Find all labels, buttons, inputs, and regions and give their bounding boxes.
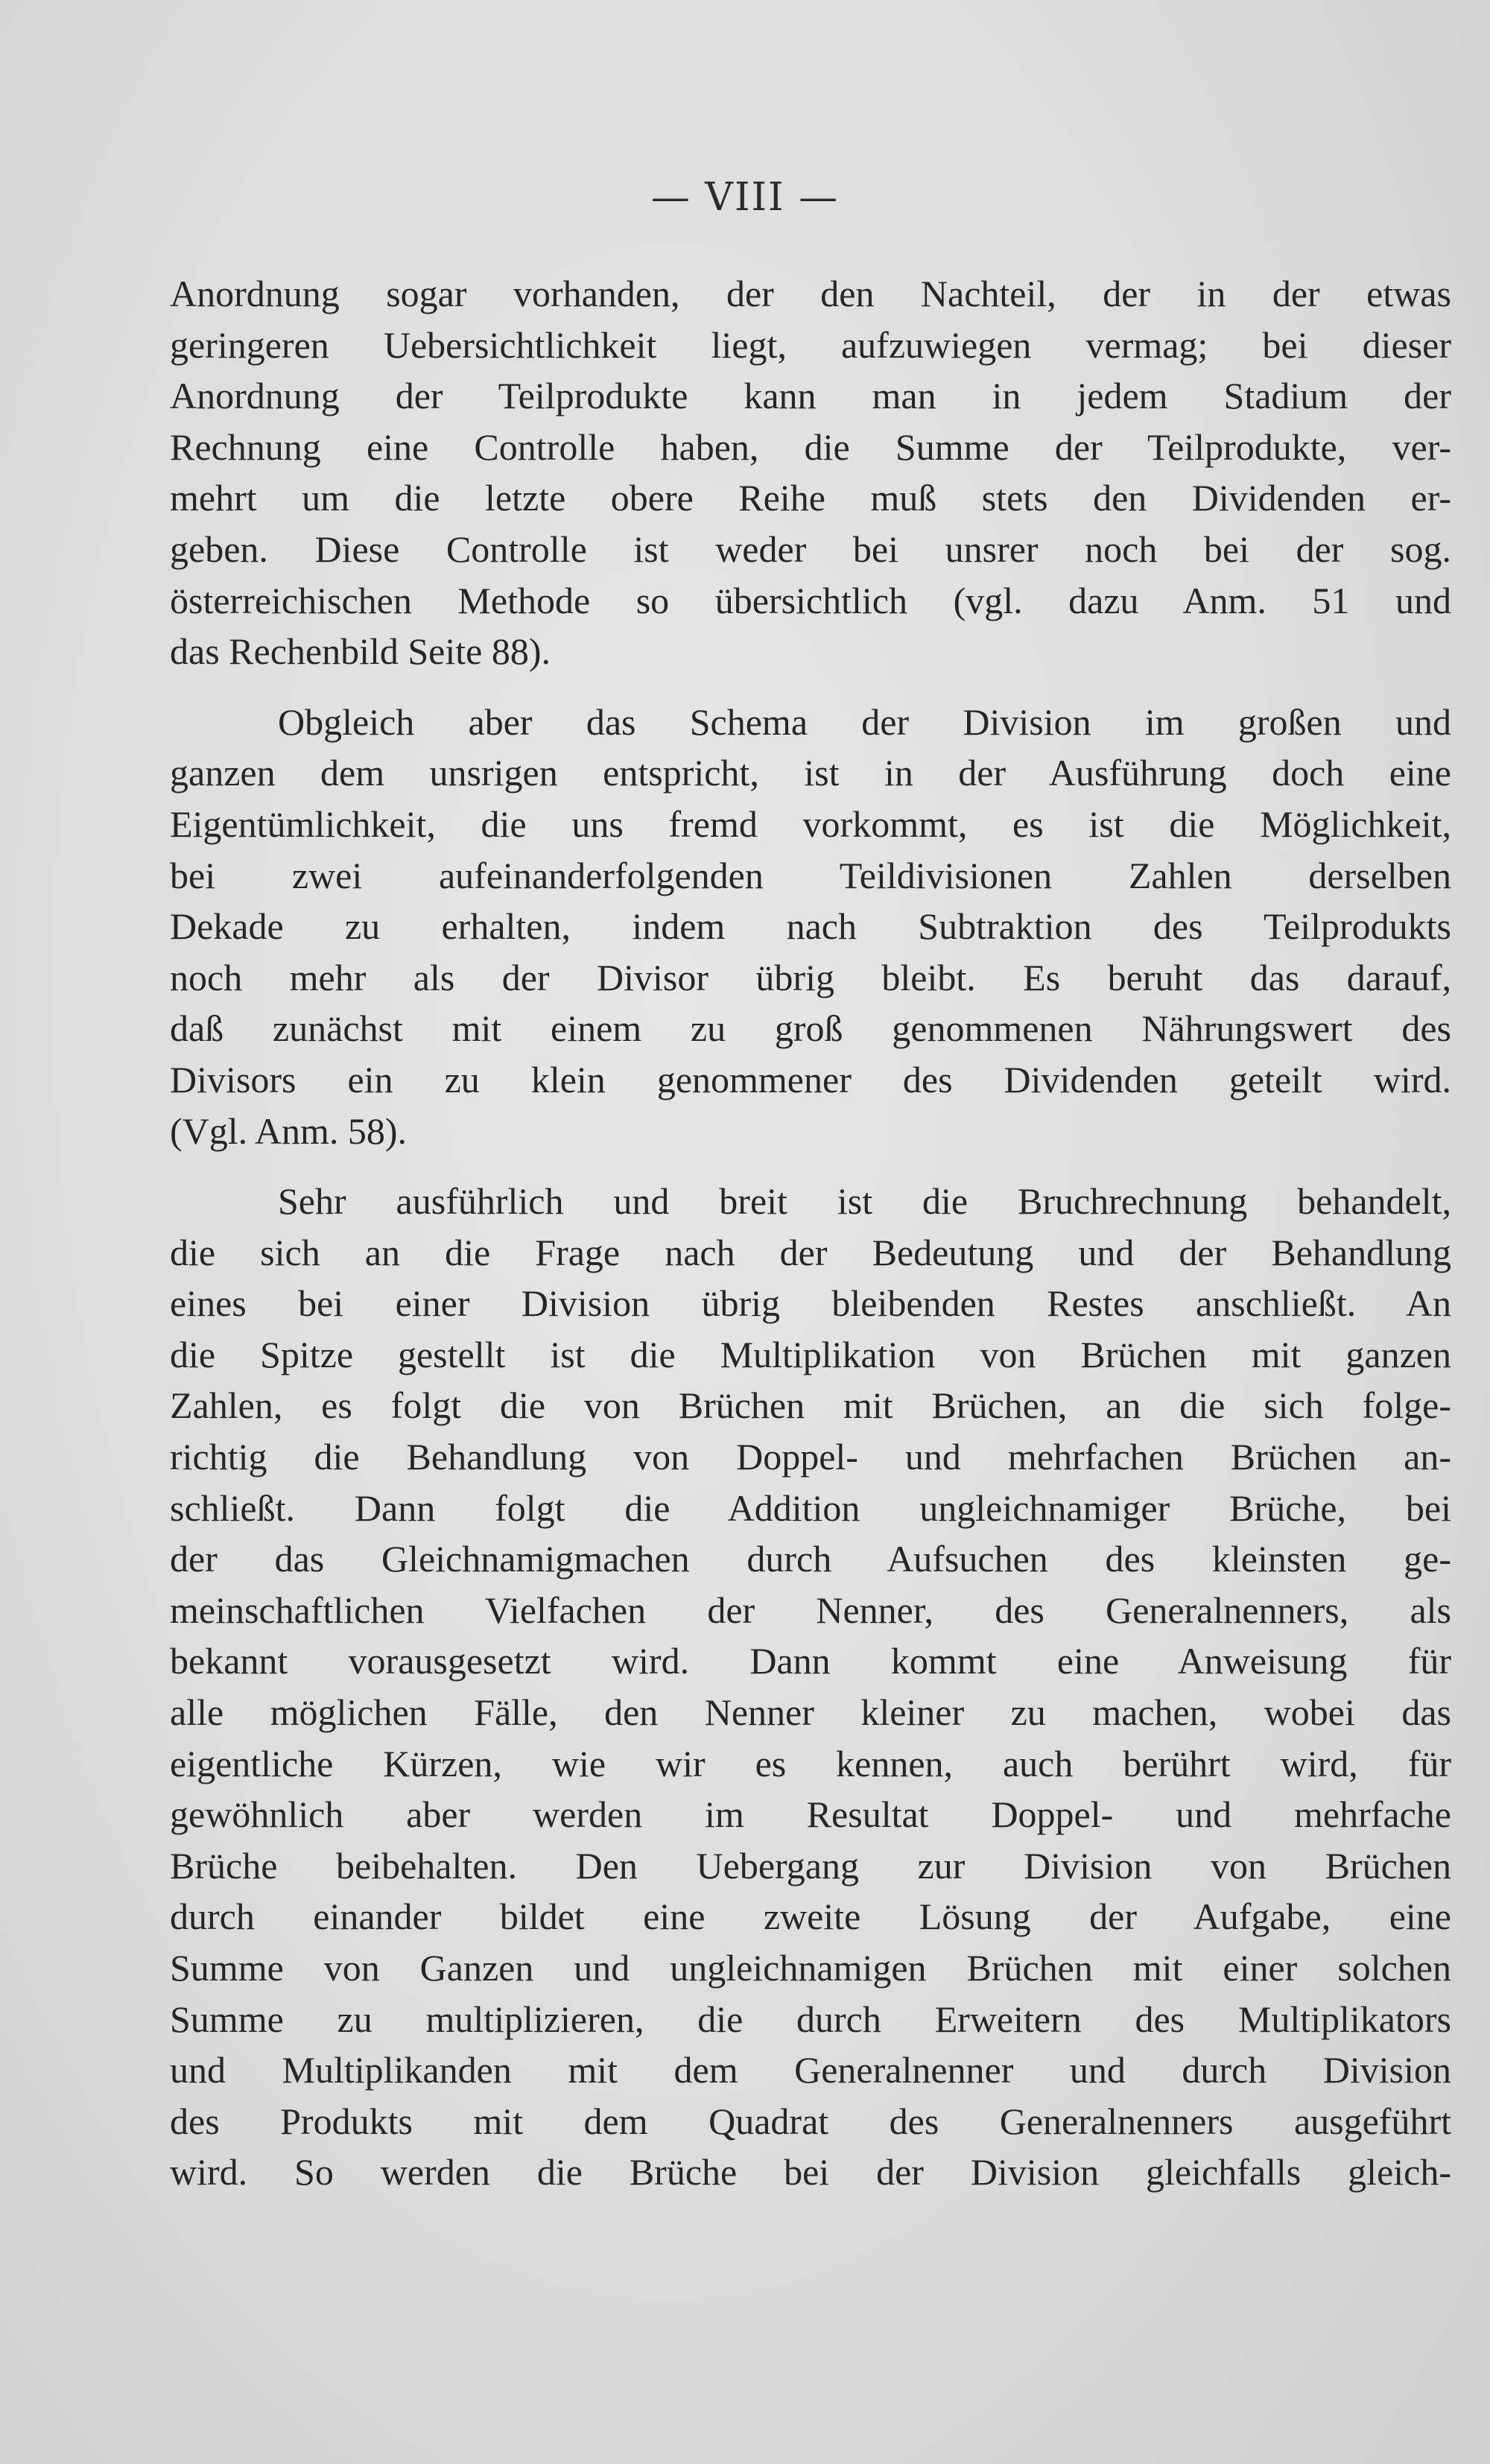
text-line: des Produkts mit dem Quadrat des Generalnenners ausgeführt <box>170 2100 1451 2142</box>
text-line: noch mehr als der Divisor übrig bleibt. Es beruht das darauf, <box>170 956 1451 998</box>
text-line: geben. Diese Controlle ist weder bei unsrer noch bei der sog. <box>170 528 1451 570</box>
text-line: Summe zu multiplizieren, die durch Erweitern des Multiplikators <box>170 1998 1451 2040</box>
text-line: gewöhnlich aber werden im Resultat Doppel- und mehrfache <box>170 1793 1451 1836</box>
text-line: Anordnung sogar vorhanden, der den Nachteil, der in der etwas <box>170 273 1451 314</box>
text-line: eigentliche Kürzen, wie wir es kennen, auch berührt wird, für <box>170 1742 1451 1784</box>
text-line: meinschaftlichen Vielfachen der Nenner, des Generalnenners, als <box>170 1589 1451 1631</box>
text-line: der das Gleichnamigmachen durch Aufsuchen des kleinsten ge- <box>170 1538 1451 1580</box>
text-line: die sich an die Frage nach der Bedeutung und der Behandlung <box>170 1231 1451 1273</box>
text-line: ganzen dem unsrigen entspricht, ist in der Ausführung doch eine <box>170 752 1451 794</box>
text-line: das Rechenbild Seite 88). <box>170 630 551 673</box>
text-line: alle möglichen Fälle, den Nenner kleiner zu machen, wobei das <box>170 1691 1451 1734</box>
text-line: Dekade zu erhalten, indem nach Subtraktion des Teilprodukts <box>170 905 1451 948</box>
text-line: Obgleich aber das Schema der Division im großen und <box>278 700 1451 743</box>
text-line: richtig die Behandlung von Doppel- und mehrfachen Brüchen an- <box>170 1436 1451 1478</box>
text-line: Sehr ausführlich und breit ist die Bruchrechnung behandelt, <box>278 1180 1451 1223</box>
text-line: durch einander bildet eine zweite Lösung der Aufgabe, eine <box>170 1895 1451 1938</box>
page-number-header: — VIII — <box>650 175 840 220</box>
text-line: österreichischen Methode so übersichtlich (vgl. dazu Anm. 51 und <box>170 579 1451 621</box>
text-line: Summe von Ganzen und ungleichnamigen Brüchen mit einer solchen <box>170 1947 1451 1989</box>
text-line: (Vgl. Anm. 58). <box>170 1109 408 1152</box>
text-line: Eigentümlichkeit, die uns fremd vorkommt, es ist die Möglichkeit, <box>170 802 1451 845</box>
text-line: wird. So werden die Brüche bei der Division gleichfalls gleich- <box>170 2151 1451 2194</box>
text-line: Zahlen, es folgt die von Brüchen mit Brüchen, an die sich folge- <box>170 1384 1451 1427</box>
text-line: bekannt vorausgesetzt wird. Dann kommt eine Anweisung für <box>170 1640 1451 1682</box>
paragraph-3 <box>170 1176 1451 2198</box>
text-line: bei zwei aufeinanderfolgenden Teildivisionen Zahlen derselben <box>170 854 1451 896</box>
text-line: mehrt um die letzte obere Reihe muß stets den Dividenden er- <box>170 477 1451 519</box>
text-line: und Multiplikanden mit dem Generalnenner und durch Division <box>170 2049 1451 2091</box>
text-line: schließt. Dann folgt die Addition ungleichnamiger Brüche, bei <box>170 1486 1451 1529</box>
body-text <box>170 268 1451 2198</box>
text-line: Rechnung eine Controlle haben, die Summe der Teilprodukte, ver- <box>170 425 1451 468</box>
paragraph-1 <box>170 268 1451 677</box>
text-line: Brüche beibehalten. Den Uebergang zur Division von Brüchen <box>170 1844 1451 1887</box>
paragraph-2 <box>170 697 1451 1156</box>
text-line: Anordnung der Teilprodukte kann man in jedem Stadium der <box>170 375 1451 417</box>
text-line: die Spitze gestellt ist die Multiplikation von Brüchen mit ganzen <box>170 1333 1451 1375</box>
text-line: eines bei einer Division übrig bleibenden Restes anschließt. An <box>170 1282 1451 1325</box>
text-line: daß zunächst mit einem zu groß genommenen Nährungswert des <box>170 1007 1451 1050</box>
text-line: Divisors ein zu klein genommener des Dividenden geteilt wird. <box>170 1058 1451 1100</box>
text-line: geringeren Uebersichtlichkeit liegt, aufzuwiegen vermag; bei dieser <box>170 323 1451 366</box>
